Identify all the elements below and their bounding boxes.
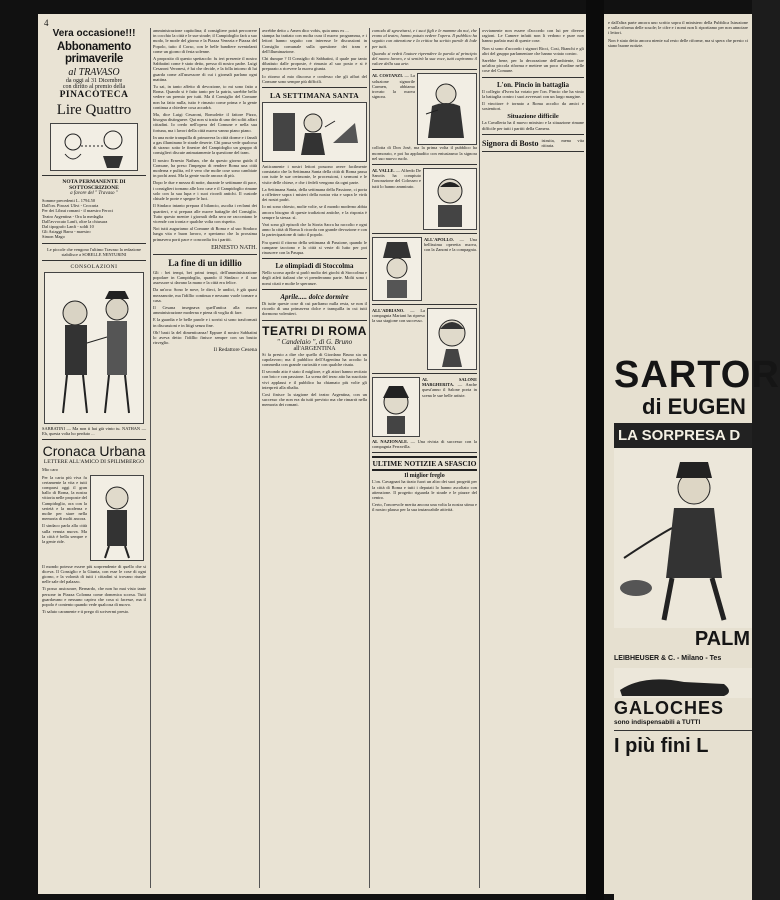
column-2-byline: ERNESTO NATH. — [211, 244, 257, 251]
palm-text: PALM — [694, 628, 750, 650]
valle-label: AL VALLE. — [372, 168, 395, 174]
page-number: 4 — [44, 18, 49, 28]
ultime-title: ULTIME NOTIZIE A SFASCIO — [372, 456, 477, 471]
ultime-text: L'on. Cavagnari ha tirato fuori un altro dei suoi progetti per la città di Roma e tutti i deputati lo hanno ascoltato con attenzione. Il progetto riguarda le strade e le piazze del centro. Certo, l'onorevole merita ancora una volta la nostra stima e il nostro plauso per la sua instancabile attività. — [372, 479, 477, 513]
salone-block: AL SALONE MARGHERITA. — Anche quest'anno il Salone porta in scena le sue belle artiste. — [372, 377, 477, 437]
adjacent-page-text: e dall'altra parte ancora uno scritto sopra il ministero della Pubblica Istruzione e sulla riforma delle scuole; le cifre e i nomi non li riportiamo per non annoiare i lettori. Non è stato detto ancora niente sul resto delle riforme, ma si spera che presto ci siano buone notizie. — [608, 20, 748, 48]
subscription-line: Somme precedenti L. 1794.50 — [42, 198, 96, 203]
column-rule — [150, 28, 151, 888]
sorpresa-banner: LA SORPRESA D — [614, 423, 752, 448]
cronaca-body — [42, 475, 146, 561]
column-4: comodo di sgravitarsi, e i suoi figli e le mamme da noi, che erano al teatro, hanno potuto vedere l'opera. Il pubblico ha seguito con attenzione e la critica ha scritto parole di lode per tutti. Quando si vedrà l'autore riprendere la parola al principio del nuovo lavoro, e si sentirà la sua voce, tutti capiranno il valore della sua arte. AL COSTANZI. — La soluzione signorile Carmen, abbiamo trovato la nuova signora. collotta di Don José, ma la prima volta il pubblico ha mormorato, e poi ha applaudito con entusiasmo la signora nel suo nuovo ruolo. AL VALLE. — Alfredo De Sanctis ha compiuto l'onorazione del Colosseo e tutti lo hanno ammirato. ALL'APOLLO. — Una bellissima operetta nuova, con la Zanoni e la compagnia. ALL'ADRIANO. — La compagnia Mariani ha ripreso la sua stagione con successo. AL SALONE MARGHERITA. — Anche quest'anno il Salone porta in scena le sue belle artiste. AL NAZIONALE. — Una rivista di successo con la compagnia Ferravilla. ULTIME NOTIZIE A SFASCIO Il miglior freglo L'on. Cavagnari ha tirato fuori un altro dei suoi progetti per la città di Roma e tutti i deputati lo hanno ascoltato con attenzione. Il progetto riguarda le strade e le piazze del centro. Certo, l'onorevole merita ancora una volta la nostra stima e il nostro plauso per la sua instancabile attività. — [372, 28, 477, 513]
subscription-line: Dall'avvocato Lanfi, oltre la chiusura — [42, 218, 108, 224]
costanzi-text: collotta di Don José, ma la prima volta il pubblico ha mormorato, e poi ha applaudito con entusiasmo la signora nel suo nuovo ruolo. — [372, 145, 477, 161]
leibheuser-text: LEIBHEUSER & C. - Milano - Tes — [614, 655, 722, 662]
subscription-title: NOTA PERMANENTE DI SOTTOSCRIZIONE — [62, 179, 126, 191]
ad-premium: con diritto al premio della — [62, 84, 126, 90]
column-rule — [369, 28, 370, 888]
cronaca-cartoon — [90, 475, 144, 561]
column-5-intro: ovviamente non essere d'accordo con lui per diverse ragioni. Le Camere infatti non li vedono e pure non hanno parlato mai di queste cose. Non si sono d'accordo i signori Ricci, Cosi, Bianchi e gli altri del gruppo parlamentare che hanno votato contro. Sarebbe bene, per la decorazione dell'ambiente, fare un'altra piccola riforma e mettere un poco d'ordine nelle cose del Comune. — [482, 28, 584, 74]
cronaca-subtitle: LETTERE ALL'AMICO DI SPILIMBERGO — [43, 459, 145, 466]
apollo-block: ALL'APOLLO. — Una bellissima operetta nuova, con la Zanoni e la compagnia. — [372, 237, 477, 301]
column-rule — [259, 28, 260, 888]
subscription-list — [42, 198, 146, 240]
idillio-text: Gli : bei tempi, bei primi tempi, dell'amministrazione popolare in Campidoglio, quando il Sindaco e il suo assessore si davano la mano e la città era felice. Da un'ora: Sono le nove, le dieci, le undici, è già quasi mezzanotte, ma l'idillio continua e nessuno vuole tornare a casa. Il Cesana insegnava quell'antica alla nuova amministrazione moderna e piena di voglia di fare. E la guardia e le belle parole e i sorrisi si sono trasformati in discussioni e in litigi senza fine. Oh! basti la del dimenticanza! Eppure il nostro Sabbatini lo aveva detto: l'idillio finisce sempre con un brutto risveglio. — [153, 269, 257, 346]
sartor-ad — [614, 354, 780, 900]
aprile-text: Di tutte queste cose di cui parliamo nulla resta, se non il ricordo di una primavera dolce e tranquilla in cui tutti dormono volentieri. — [262, 300, 367, 317]
column-5 — [482, 28, 584, 894]
notice-text: Le piccole che vengono l'ultimo Travaso la redazione stabilisce a SORELLE NENTURINI — [47, 246, 141, 257]
olimpiadi-title: Le olimpiadi di Stoccolma — [275, 262, 354, 271]
column-1 — [42, 28, 146, 894]
column-3-header-text: avrebbe detto « Amen dico vobis, quia unus ex ... — [262, 28, 349, 33]
consolations-title: CONSOLAZIONI — [70, 264, 118, 271]
settimana-title: LA SETTIMANA SANTA — [269, 91, 360, 101]
salone-label: AL SALONE MARGHERITA. — [422, 377, 477, 388]
sartor-illustration — [614, 448, 752, 628]
sartor-title: SARTOR — [614, 354, 780, 396]
consolations-cartoon — [44, 272, 144, 424]
costanzi-label: AL COSTANZI. — [372, 73, 404, 79]
adriano-cartoon — [427, 308, 477, 370]
book-gutter — [586, 0, 604, 900]
apollo-cartoon — [372, 237, 422, 301]
difficile-text: La Cavalleria ha il nuovo ministro e la situazione rimane difficile per tutti i partiti della Camera. — [482, 120, 584, 131]
settimana-text: Anticamente i nostri lettori possono avere facilmente constatato che la Settimana Santa della città di Roma passa con tutte le sue cerimonie, le processioni, i sermoni e le visite delle chiese, e che i fedeli vengono da ogni parte. La Settimana Santa, della settimana della Passione, ci porta a riflettere sopra i misteri della nostra vita e sopra le virtù dei nostri padri. Io mi sono chiesto, molte volte, se il mondo moderno abbia ancora bisogno di queste tradizioni antiche, e la risposta è sempre la stessa: sì. Vari sono gli episodi che la Storia Sacra ha raccolto e ogni anno la città di Roma li ricorda con grande devozione e con la partecipazione di tutto il popolo. Fra questi il ritorno della settimana di Passione, quando le campane tacciono e la città si veste di lutto per poi rinascere con la Pasqua. — [262, 164, 367, 256]
cartoon-illustration — [50, 123, 138, 171]
ad-title: Abbonamento primaverile — [57, 41, 131, 65]
idillio-title: La fine di un idillio — [168, 257, 242, 268]
column-3-text: stampa ha trattato con molta cura il nuovo programma, e i lettori hanno seguito con interesse le discussioni in Consiglio comunale sulla questione dei tram e dell'illuminazione. Chi dunque ? Il Consiglio di Sabbatini, il quale pur tanto dibattuto dalle proposte, è rimasto al suo posto e si è preparato a ricevere la nuova giunta. Io ritorno al mio discorso e confesso che gli affari del Comune sono sempre più difficili. — [262, 33, 367, 84]
sartor-subtitle: di EUGEN — [642, 394, 746, 419]
adriano-label: ALL'ADRIANO. — [372, 308, 405, 314]
ad-pinacoteca: PINACOTECA — [59, 90, 129, 100]
subscription-line: Teatro Argentina - Ora la medaglia — [42, 213, 104, 219]
nazionale-label: AL NAZIONALE. — [372, 439, 409, 445]
pincio-title: L'on. Pincio in battaglia — [497, 80, 569, 89]
costanzi-cartoon — [417, 73, 477, 145]
cronaca-date: Mio caro — [42, 467, 58, 473]
olimpiadi-text: Nello scorso aprile si parlò molto dei giochi di Stoccolma e degli atleti italiani che vi prenderanno parte. Molti sono i nomi citati e molte le speranze. — [262, 270, 367, 286]
candelaio-venue: all'ARGENTINA — [293, 345, 336, 352]
ad-subtitle: al TRAVASO — [68, 67, 120, 78]
adriano-block: ALL'ADRIANO. — La compagnia Mariani ha ripreso la sua stagione con successo. — [372, 308, 477, 370]
valle-block: AL VALLE. — Alfredo De Sanctis ha compiuto l'onorazione del Colosseo e tutti lo hanno ammirato. — [372, 168, 477, 230]
column-3 — [262, 28, 367, 894]
costanzi-block: AL COSTANZI. — La soluzione signorile Carmen, abbiamo trovato la nuova signora. — [372, 73, 477, 145]
ad-kicker: Vera occasione!!! — [52, 28, 136, 39]
fini-text: I più fini L — [614, 735, 709, 757]
subscription-line: Dal tipografo Lanfi - soldi 10 — [42, 224, 94, 230]
pincio-text: Il collegio d'Ivrea ha votato per l'on. Pincio che ha vinto la battaglia contro i suoi avversari con un largo margine. Il vincitore è tornato a Roma accolto da amici e sostenitori. — [482, 88, 584, 112]
ad-price: Lire Quattro — [56, 102, 132, 118]
ad-period: da oggi al 31 Dicembre — [65, 78, 123, 84]
idillio-byline: Il Redattore Cesena — [213, 347, 257, 354]
column-rule — [479, 28, 480, 888]
column-2 — [153, 28, 257, 894]
candelaio-title: " Candelaio ", di G. Bruno — [276, 337, 353, 346]
difficile-title: Situazione difficile — [507, 113, 559, 121]
cronaca-text: Per la carta più viva fu certamente la vita e tutti comparsi oggi il gran ballo di Roma, la nostra vittoria nelle proposte del Campidoglio, ora con la serietà e la moderna e molte per stare nella memoria di molti ancora. Il sindaco parla alla città sulla venuta nuova. Ma la città è bella sempre e la gente ride. — [42, 474, 87, 545]
column-2-text: amministrazione capitolina; il consigliere potrà percorrere in cocchio la città e le sue strade; il Campidoglio farà a suo modo, le mode del giorno e la Piazza Venezia e Piazza del Popolo, tutto il Corso, con le belle bandiere sventolanti come un giorno di festa solenne. A proposito di questo spettacolo: fu ieri presente il nostro Sabbatini come è stato detto, presso di nostro padre. Luigi Cesaroni Veronesi, è lui che decide, e la folla intorno di lui guarda come all'assessore di cui i giornali parlano ogni mattina. Tu sai, in tanto affetto di devozione, io mi sono fatto a Roma. Quando si è fatto tanto per la patria, sarebbe bello vedere un premio per tutti. Ma il Consiglio del Comune non ha fatto nulla, tutto è rimasto come prima e la gente continua a chiedere cosa accadrà. Ma, dice Luigi Cesaroni, Romolette il fattore Pizzo, bisogna distinguere. Qui non si tratta di uno dei soliti affari cittadini. Io credo nell'opera del Comune e nella sua fortuna, ma i lavori della città nuova vanno piano piano. In una notte tranquilla di primavera la città dorme e i fanali a gas illuminano le strade deserte. Chi passa vede qualcosa di strano: sotto le finestre del Campidoglio un gruppo di consiglieri discute animatamente la questione del tram. Il nostro Ernesto Nathan, che da questo giorno guida il Comune, ha preso l'impegno di rendere Roma una città moderna e pulita, ed è vero che molte cose sono cambiate in pochi anni. Ma la gente vuole ancora di più. Dopo le due e mezza di notte, durante le settimane di pace, i consiglieri tornano alle loro case e il Campidoglio rimane solo con la sua lupa e i suoi ricordi antichi. Il custode chiude le porte e spegne le luci. Il Sindaco intanto prepara il bilancio, ascolta i reclami dei quartieri, e si prepara alle nuove battaglie del Consiglio. Tutto questo mentre i giornali della sera ne raccontano le vicende con ironia e qualche volta con rispetto. Noi tutti auguriamo al Comune di Roma e al suo Sindaco lunga vita e buon lavoro, e speriamo che la prossima primavera porti pace e concordia fra i partiti. — [153, 28, 257, 242]
subscription-subtitle: a favore del " Travaso " — [70, 191, 118, 196]
bosto-title: Signora di Bosto — [482, 138, 539, 148]
subscription-line: Dall'on. Pirozzi Ulivi - Crocaria — [42, 203, 99, 209]
salone-cartoon — [372, 377, 420, 437]
aprile-title: Aprile..... dolce dormire — [280, 292, 349, 301]
newspaper-page — [38, 14, 586, 894]
galoches-title: GALOCHES — [614, 698, 725, 718]
candelaio-text: Si fa presto a dire che quello di Giordano Bruno sia un capolavoro; ma il pubblico dell'Argentina ha accolto la commedia con grande curiosità e con qualche risata. Il secondo atto è stato il migliore, e gli attori hanno recitato con brio e con passione. La scena del terzo atto ha suscitato vivi applausi e il pubblico ha chiamato più volte gli interpreti alla ribalta. Così finisce la stagione del teatro Argentina, con un successo che non era da tutti previsto ma che rimarrà nella memoria dei romani. — [262, 351, 367, 408]
ultime-subtitle: Il miglior freglo — [404, 473, 445, 480]
cronaca-title: Cronaca Urbana — [42, 443, 146, 460]
subscription-line: Simon Mago — [42, 234, 65, 240]
apollo-label: ALL'APOLLO. — [424, 237, 454, 243]
shoe-illustration — [614, 668, 752, 698]
column-4-intro: comodo di sgravitarsi, e i suoi figli e le mamme da noi, che erano al teatro, hanno potuto vedere l'opera. Il pubblico ha seguito con attenzione e la critica ha scritto parole di lode per tutti. Quando si vedrà l'autore riprendere la parola al principio del nuovo lavoro, e si sentirà la sua voce, tutti capiranno il valore della sua arte. — [372, 28, 477, 67]
subscription-line: Per dei Librai romani - il maestro Feroci — [42, 208, 114, 214]
settimana-cartoon — [262, 102, 367, 162]
valle-cartoon — [423, 168, 477, 230]
consolations-caption: SABBATINI — Ma non ti hai già vinto tu. NATHAN — Eh, questa volta ho perduto ... — [42, 426, 146, 437]
cronaca-text-continued: Il mondo potesse essere più sorprendente di quello che si diceva. Il Consiglio e la Giunta, con esse le cose di ogni giorno, e la volontà di tutti i cittadini si trovano riunite nelle sale del palazzo. Ti posso assicurare, Bernardo, che non ho mai visto tante persone in Piazza Colonna come domenica scorsa. Tutti guardavano e nessuno capiva che cosa si facesse, ma il popolo è contento quando vede qualcosa di nuovo. Ti saluto caramente e ti prego di scrivermi presto. — [42, 563, 146, 615]
bosto-block: Signora di Bosto istruita, mena vita ritirata. — [482, 137, 584, 149]
subscription-line: Gli Astaggi Barra - maestro — [42, 229, 91, 235]
teatri-title: TEATRI DI ROMA — [262, 323, 367, 338]
galoches-subtitle: sono indispensabili a TUTTI — [614, 719, 701, 726]
